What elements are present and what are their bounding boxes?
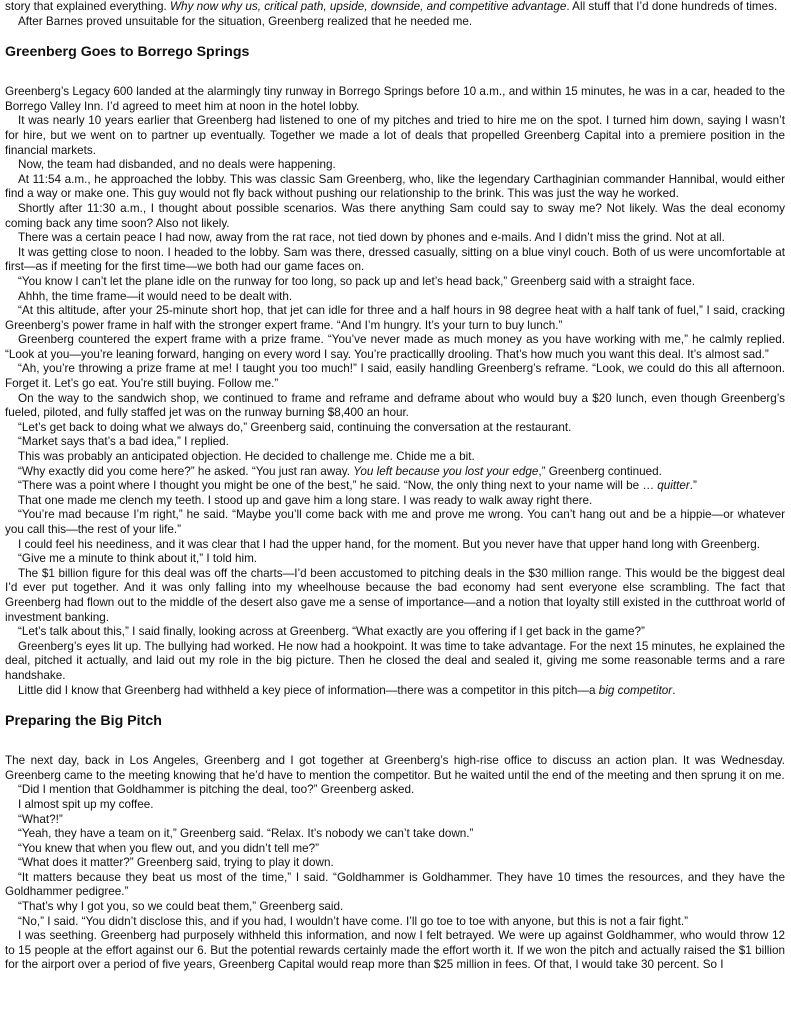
paragraph: Ahhh, the time frame—it would need to be dealt with. bbox=[18, 289, 293, 303]
paragraph: On the way to the sandwich shop, we continued to frame and reframe and deframe about who would buy a $20 lunch, even though Greenberg’s fueled, piloted, and fully staffed jet was on the runway burning $8,400 an hour. bbox=[5, 391, 785, 420]
paragraph: “At this altitude, after your 25-minute short hop, that jet can idle for three and a half hours in 98 degree heat with a half tank of fuel,” I said, cracking Greenberg’s power frame in half with the stronger expert frame. “And I’m hungry. It’s your turn to buy lunch.” bbox=[5, 304, 785, 332]
paragraph: “Let’s get back to doing what we always do,” Greenberg said, continuing the conversation at the restaurant. bbox=[18, 420, 572, 434]
paragraph: “You know I can’t let the plane idle on the runway for too long, so pack up and let’s head back,” Greenberg said with a straight face. bbox=[18, 274, 695, 288]
paragraph: There was a certain peace I had now, away from the rat race, not tied down by phones and e-mails. And I didn’t miss the grind. Not at all. bbox=[18, 231, 725, 245]
paragraph: “No,” I said. “You didn’t disclose this, and if you had, I wouldn’t have come. I’ll go toe to toe with anyone, but this is not a fair fight.” bbox=[18, 914, 689, 928]
paragraph: “That’s why I got you, so we could beat them,” Greenberg said. bbox=[18, 900, 344, 914]
paragraph: Shortly after 11:30 a.m., I thought about possible scenarios. Was there anything Sam could say to sway me? Not likely. Was the deal economy coming back any time soon? Also not likely. bbox=[5, 201, 785, 230]
paragraph: “Did I mention that Goldhammer is pitching the deal, too?” Greenberg asked. bbox=[18, 783, 415, 797]
paragraph: This was probably an anticipated objection. He decided to challenge me. Chide me a bit. bbox=[18, 450, 475, 464]
intro-block bbox=[5, 0, 785, 29]
paragraph: I almost spit up my coffee. bbox=[18, 797, 154, 811]
paragraph: I could feel his neediness, and it was clear that I had the upper hand, for the moment. But you never have that upper hand long with Greenberg. bbox=[18, 537, 760, 551]
paragraph: Little did I know that Greenberg had withheld a key piece of information—there was a competitor in this pitch—a big competitor. bbox=[18, 683, 676, 697]
intro-paragraph-2: After Barnes proved unsuitable for the situation, Greenberg realized that he needed me. bbox=[18, 14, 473, 28]
paragraph: The $1 billion figure for this deal was off the charts—I’d been accustomed to pitching deals in the $30 million range. This would be the biggest deal I’d ever put together. And it was only falling into my wheelhouse because the bad economy had sent everyone else scrambling. The fact that Greenberg had flown out to the middle of the desert also gave me a sense of importance—and a notion that loyalty still existed in the cutthroat world of investment banking. bbox=[5, 566, 785, 624]
paragraph: Greenberg’s eyes lit up. The bullying had worked. He now had a hookpoint. It was time to take advantage. For the next 15 minutes, he explained the deal, pitched it actually, and laid out my role in the big picture. Then he closed the deal and sealed it, giving me some reasonable terms and a rare handshake. bbox=[5, 639, 785, 682]
paragraph: “Yeah, they have a team on it,” Greenberg said. “Relax. It’s nobody we can’t take down.” bbox=[18, 827, 474, 841]
paragraph: “It matters because they beat us most of the time,” I said. “Goldhammer is Goldhammer. They have 10 times the resources, and they have the Goldhammer pedigree.” bbox=[5, 870, 785, 899]
paragraph: “You knew that when you flew out, and you didn’t tell me?” bbox=[18, 841, 320, 855]
italic-phrase: You left because you lost your edge bbox=[353, 464, 539, 478]
italic-phrase: big competitor bbox=[598, 683, 673, 697]
paragraph: “There was a point where I thought you might be one of the best,” he said. “Now, the only thing next to your name will be … quitter.” bbox=[18, 479, 697, 493]
italic-phrase: quitter bbox=[657, 479, 690, 493]
paragraph: “Let’s talk about this,” I said finally, looking across at Greenberg. “What exactly are you offering if I get back in the game?” bbox=[18, 625, 645, 639]
intro-italic-phrase: Why now why us, critical path, upside, downside, and competitive advantage bbox=[170, 0, 567, 13]
paragraph: “You’re mad because I’m right,” he said. “Maybe you’ll come back with me and prove me wrong. You can’t hang out and be a hippie—or whatever you call this—the rest of your life.” bbox=[5, 508, 785, 536]
paragraph: “Why exactly did you come here?” he asked. “You just ran away. You left because you lost your edge,” Greenberg continued. bbox=[18, 464, 662, 478]
intro-paragraph-1: story that explained everything. Why now why us, critical path, upside, downside, and competitive advantage. All stuff that I’d done hundreds of times. bbox=[5, 0, 778, 13]
section-big-pitch-body bbox=[5, 754, 785, 973]
paragraph: Now, the team had disbanded, and no deals were happening. bbox=[18, 158, 336, 172]
paragraph: It was getting close to noon. I headed to the lobby. Sam was there, dressed casually, sitting on a blue vinyl couch. Both of us were uncomfortable at first—as if meeting for the first time—we both had our game faces on. bbox=[5, 245, 785, 274]
paragraph: “What does it matter?” Greenberg said, trying to play it down. bbox=[18, 856, 334, 870]
paragraph: I was seething. Greenberg had purposely withheld this information, and now I felt betrayed. We were up against Goldhammer, who would throw 12 to 15 people at the effort against our 6. But the potential rewards certainly made the effort worth it. If we won the pitch and actually raised the $1 billion for the airport over a period of five years, Greenberg Capital would reap more than $25 million in fees. Of that, I would take 30 percent. So I bbox=[5, 929, 785, 972]
paragraph: It was nearly 10 years earlier that Greenberg had listened to one of my pitches and tried to hire me on the spot. I turned him down, saying I wasn’t for hire, but we went on to partner up eventually. Together we made a lot of deals that propelled Greenberg Capital into a premiere position in the financial markets. bbox=[5, 114, 785, 157]
section-borrego-body bbox=[5, 85, 785, 698]
paragraph: That one made me clench my teeth. I stood up and gave him a long stare. I was ready to walk away right there. bbox=[18, 493, 593, 507]
section-heading-big-pitch: Preparing the Big Pitch bbox=[5, 713, 162, 730]
paragraph: “Ah, you’re throwing a prize frame at me! I taught you too much!” I said, easily handling Greenberg’s reframe. “Look, we could do this all afternoon. Forget it. Let’s go eat. You’re still buying. Follow me.” bbox=[5, 362, 785, 391]
paragraph: Greenberg countered the expert frame with a prize frame. “You’ve never made as much money as you have working with me,” he calmly replied. “Look at you—you’re leaning forward, hanging on every word I say. You’re practicallly drooling. That’s how much you want this deal. It’s almost sad.” bbox=[5, 333, 785, 361]
paragraph: “What?!” bbox=[18, 812, 63, 826]
paragraph: “Give me a minute to think about it,” I told him. bbox=[18, 552, 258, 566]
section-heading-borrego: Greenberg Goes to Borrego Springs bbox=[5, 44, 250, 61]
paragraph: “Market says that’s a bad idea,” I replied. bbox=[18, 435, 229, 449]
paragraph: Greenberg’s Legacy 600 landed at the alarmingly tiny runway in Borrego Springs before 10 a.m., and within 15 minutes, he was in a car, headed to the Borrego Valley Inn. I’d agreed to meet him at noon in the hotel lobby. bbox=[5, 85, 785, 113]
paragraph: At 11:54 a.m., he approached the lobby. This was classic Sam Greenberg, who, like the legendary Carthaginian commander Hannibal, would either find a way or make one. This guy would not fly back without pushing our relationship to the brink. This was just the way he worked. bbox=[5, 172, 785, 201]
paragraph: The next day, back in Los Angeles, Greenberg and I got together at Greenberg’s high-rise office to discuss an action plan. It was Wednesday. Greenberg came to the meeting knowing that he’d have to mention the competitor. But he waited until the end of the meeting and then sprung it on me. bbox=[5, 754, 785, 782]
